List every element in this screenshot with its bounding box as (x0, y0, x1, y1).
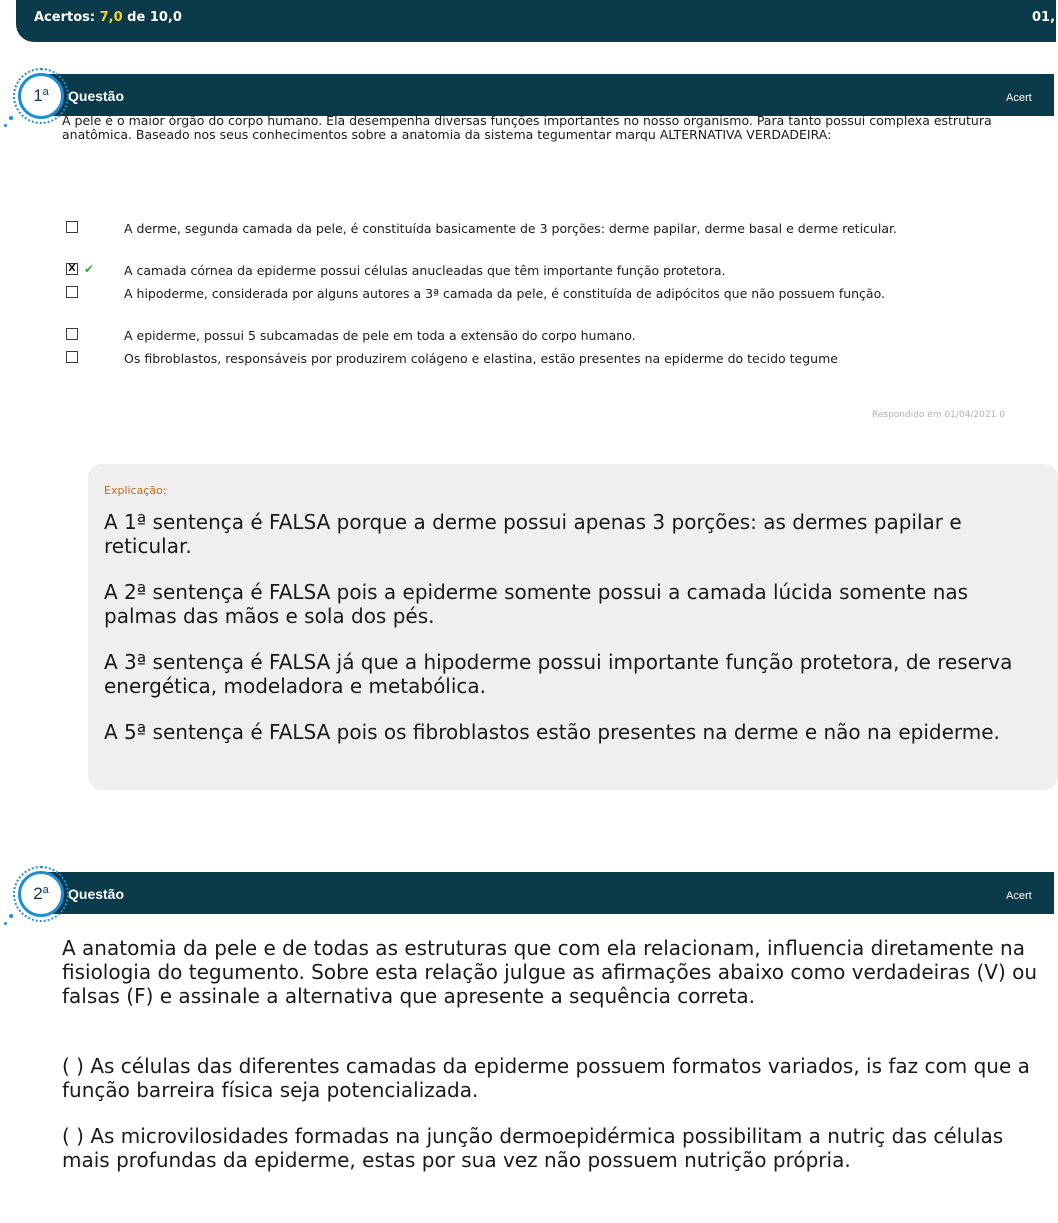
question-title: Questão (68, 886, 125, 902)
decor-dot (4, 922, 7, 925)
explanation-paragraph: A 3ª sentença é FALSA já que a hipoderme possui importante função protetora, de reserva energética, modeladora e metabólica. (104, 650, 1013, 698)
score-value: 7,0 (99, 10, 123, 25)
explanation-paragraph: A 5ª sentença é FALSA pois os fibroblastos estão presentes na derme e não na epiderme. (104, 720, 1000, 744)
option-text: A derme, segunda camada da pele, é constituída basicamente de 3 porções: derme papilar, derme basal e derme reticular. (124, 221, 897, 236)
score-label: Acertos: (34, 10, 96, 25)
checkmark-icon: ✔ (84, 262, 95, 276)
question-status: Acert (1006, 890, 1032, 902)
decor-dot (4, 124, 7, 127)
question-2-statement: ( ) As microvilosidades formadas na junção dermoepidérmica possibilitam a nutriç das células mais profundas da epiderme, estas por sua vez não possuem nutrição própria. (62, 1124, 1004, 1172)
explanation-box (88, 464, 1058, 790)
decor-dot (9, 116, 13, 120)
date-fragment: 01, (1032, 10, 1056, 25)
question-2-prompt: A anatomia da pele e de todas as estruturas que com ela relacionam, influencia diretamente na fisiologia do tegumento. Sobre esta relação julgue as afirmações abaixo como verdadeiras (V) ou falsas (F) e assinale a alternativa que apresente a sequência correta. (62, 936, 1038, 1008)
checkbox-icon[interactable] (66, 351, 78, 363)
checkbox-icon[interactable] (66, 328, 78, 340)
checkbox-icon[interactable] (66, 221, 78, 233)
question-number-badge-2: 2 $^a$ (18, 871, 64, 917)
score-bar (16, 0, 1056, 42)
decor-dot (9, 914, 13, 918)
question-number-badge-1: 1 $^a$ (18, 73, 64, 119)
question-1-header (44, 74, 1054, 116)
checkbox-icon[interactable] (66, 286, 78, 298)
question-title: Questão (68, 88, 125, 104)
answered-timestamp: Respondido em 01/04/2021 0 (872, 410, 1005, 420)
explanation-label: Explicação: (104, 484, 167, 497)
question-2-header (44, 872, 1054, 914)
explanation-paragraph: A 2ª sentença é FALSA pois a epiderme somente possui a camada lúcida somente nas palmas das mãos e sola dos pés. (104, 580, 969, 628)
question-2-statement: ( ) As células das diferentes camadas da epiderme possuem formatos variados, is faz com que a função barreira física seja potencializada. (62, 1054, 1030, 1102)
question-1-prompt: A pele é o maior órgão do corpo humano. Ela desempenha diversas funções importantes no nosso organismo. Para tanto possui complexa estrutura anatômica. Baseado nos seus conhecimentos sobre a anatomia da sistema tegumentar marqu ALTERNATIVA VERDADEIRA: (62, 113, 992, 142)
option-text: A epiderme, possui 5 subcamadas de pele em toda a extensão do corpo humano. (124, 328, 636, 343)
score-summary (34, 10, 182, 25)
question-status: Acert (1006, 92, 1032, 104)
explanation-paragraph: A 1ª sentença é FALSA porque a derme possui apenas 3 porções: as dermes papilar e reticular. (104, 510, 962, 558)
option-text: A hipoderme, considerada por alguns autores a 3ª camada da pele, é constituída de adipócitos que não possuem função. (124, 286, 885, 301)
option-text: Os fibroblastos, responsáveis por produzirem colágeno e elastina, estão presentes na epiderme do tecido tegume (124, 351, 838, 366)
option-text: A camada córnea da epiderme possui células anucleadas que têm importante função protetora. (124, 263, 726, 278)
checkbox-icon[interactable]: X (66, 263, 78, 275)
score-total: de 10,0 (127, 10, 182, 25)
